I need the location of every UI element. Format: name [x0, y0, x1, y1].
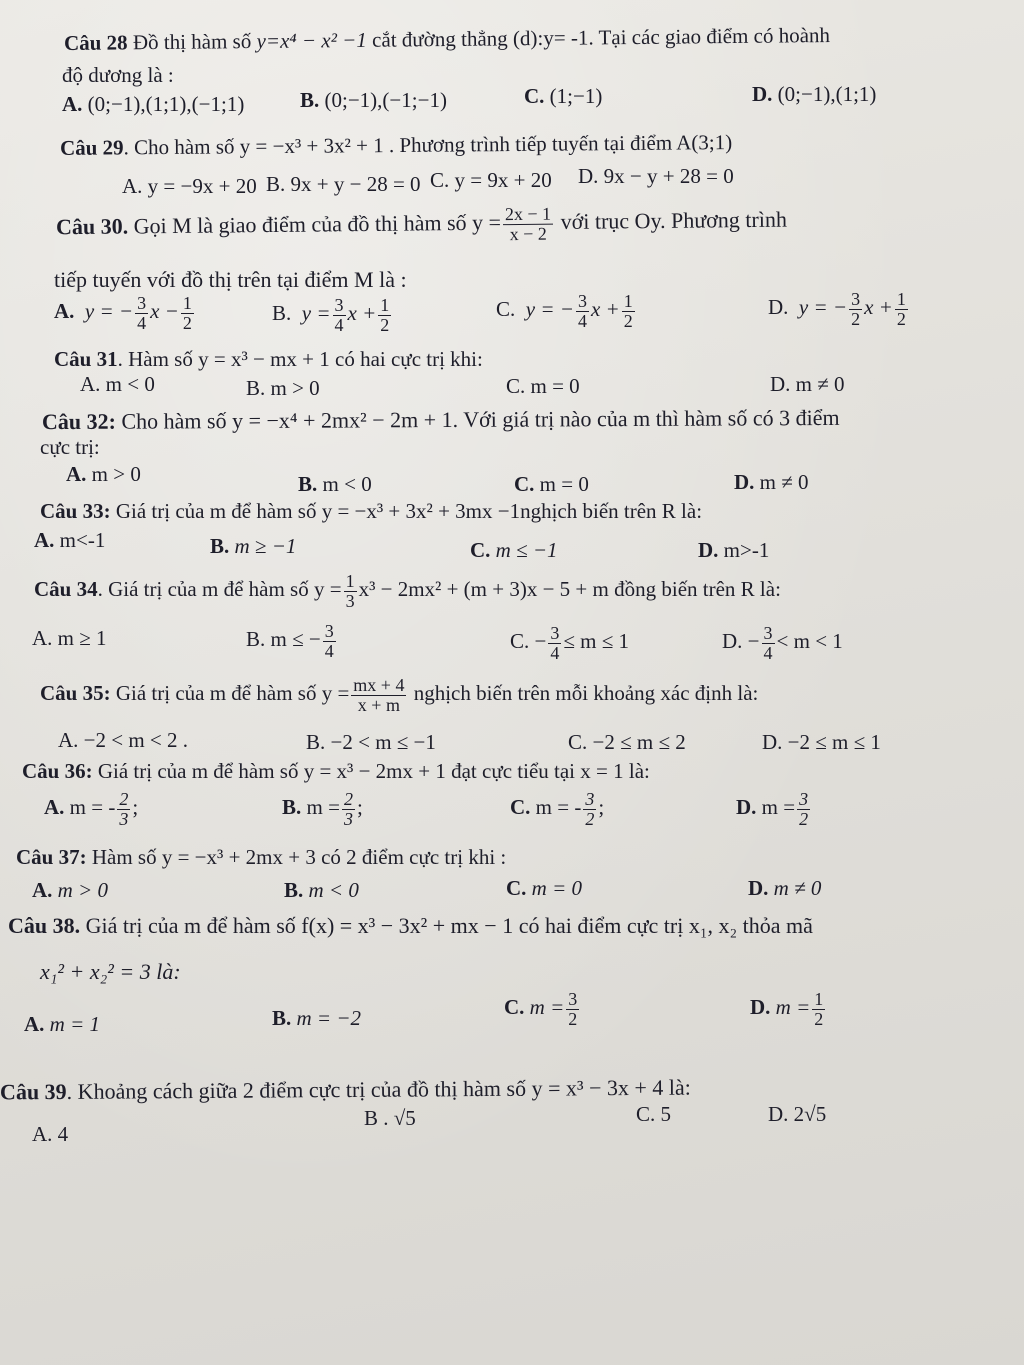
denominator: 2: [585, 808, 595, 829]
question-32-option-a: [66, 462, 141, 487]
question-29: [60, 129, 732, 161]
question-36-option-b: [282, 790, 363, 829]
denominator: 4: [763, 642, 773, 663]
denominator: 4: [137, 312, 147, 333]
option-d-text: m ≠ 0: [754, 470, 809, 494]
option-d-text: m ≠ 0: [768, 876, 822, 900]
question-39-option-c: C. 5: [636, 1102, 672, 1126]
option-a-label: A.: [44, 795, 65, 820]
question-38-label: Câu 38.: [8, 913, 81, 938]
question-32-line-2: cực trị:: [40, 435, 100, 459]
option-d-text: (0;−1),(1;1): [777, 82, 877, 106]
question-29-option-d: D. 9x − y + 28 = 0: [578, 164, 734, 188]
question-33-option-b: [210, 534, 296, 559]
option-c-text: m = 0: [526, 876, 583, 900]
option-c-prefix: m =: [524, 995, 565, 1020]
question-33-option-a: [34, 528, 105, 553]
question-32-text: Cho hàm số y = −x⁴ + 2mx² − 2m + 1. Với giá trị nào của m thì hàm số có 3 điểm: [115, 404, 840, 434]
denominator: 4: [334, 314, 344, 335]
option-c-label: C.: [514, 472, 535, 496]
numerator: 3: [334, 295, 344, 315]
option-d-label: D.: [698, 538, 719, 562]
numerator: 2: [119, 789, 129, 809]
question-31: [54, 346, 483, 372]
option-c-label: C.: [496, 297, 516, 322]
denominator: 2: [896, 308, 906, 329]
option-c-prefix: C. −: [510, 629, 547, 654]
numerator: 3: [585, 789, 595, 809]
denominator: 2: [799, 808, 809, 829]
option-b-prefix: m =: [301, 795, 340, 820]
denominator: 2: [568, 1008, 578, 1029]
option-d-text: m>-1: [718, 538, 770, 562]
numerator: 3: [577, 291, 587, 311]
question-34-option-d: [722, 624, 843, 663]
option-a-text: (0;−1),(1;1),(−1;1): [87, 92, 245, 116]
question-37: [16, 844, 506, 870]
question-39-option-d: D. 2√5: [768, 1102, 827, 1126]
option-c-text: m ≤ −1: [490, 538, 558, 562]
denominator: 4: [577, 310, 587, 331]
question-36-label: Câu 36:: [22, 759, 93, 783]
numerator: mx + 4: [353, 675, 405, 695]
option-d-frac: [812, 990, 825, 1029]
option-a-label: A.: [32, 878, 53, 902]
question-31-option-a: A. m < 0: [80, 372, 155, 396]
option-b-label: B.: [272, 1006, 292, 1030]
option-d-label: D.: [768, 295, 789, 320]
question-31-label: Câu 31: [54, 347, 118, 371]
numerator: 3: [550, 623, 560, 643]
question-33-text: Giá trị của m để hàm số y = −x³ + 3x² + 3mx −1nghịch biến trên R là:: [110, 499, 703, 523]
option-d-label: D.: [736, 795, 757, 820]
question-34-text-2: x³ − 2mx² + (m + 3)x − 5 + m đồng biến trên R là:: [358, 577, 781, 602]
question-34-option-c: [510, 624, 629, 663]
question-39: [0, 1074, 691, 1106]
option-b-text: m < 0: [303, 878, 359, 902]
question-37-option-a: [32, 878, 108, 903]
question-35-option-b: B. −2 < m ≤ −1: [306, 730, 436, 754]
question-30: [56, 202, 787, 248]
question-38-line-2: x₁² + x₂² = 3 là:: [40, 959, 181, 984]
option-d-prefix: m =: [770, 995, 811, 1020]
question-30-option-c: [496, 292, 637, 331]
fraction-denominator: x − 2: [509, 223, 547, 244]
option-d-frac-2: [895, 290, 908, 329]
option-d-label: D.: [734, 470, 755, 494]
question-29-option-a: A. y = −9x + 20: [122, 174, 257, 198]
option-a-frac-2: [181, 294, 194, 333]
option-a-label: A.: [54, 299, 75, 324]
question-35-text-2: nghịch biến trên mỗi khoảng xác định là:: [408, 681, 759, 706]
question-34-label: Câu 34: [34, 577, 98, 602]
question-36-option-d: [736, 790, 812, 829]
question-39-text: . Khoảng cách giữa 2 điểm cực trị của đồ thị hàm số y = x³ − 3x + 4 là:: [66, 1074, 691, 1104]
option-b-label: B.: [272, 301, 292, 326]
question-30-option-a: [54, 294, 196, 333]
denominator: 2: [182, 312, 192, 333]
question-29-text: . Cho hàm số y = −x³ + 3x² + 1 . Phương trình tiếp tuyến tại điểm A(3;1): [123, 130, 733, 160]
option-a-label: A.: [34, 528, 55, 552]
option-b-prefix: B. m ≤ −: [246, 627, 321, 652]
question-38-option-b: [272, 1006, 361, 1031]
option-c-prefix: m = -: [530, 795, 582, 820]
question-32-option-d: [734, 470, 809, 495]
question-28-text: Đồ thị hàm số: [127, 28, 257, 55]
question-38-text: Giá trị của m để hàm số f(x) = x³ − 3x² + mx − 1 có hai điểm cực trị x₁, x₂ thỏa mã: [80, 913, 813, 938]
question-34-fraction: [344, 572, 357, 611]
denominator: x + m: [357, 694, 400, 715]
option-c-text: (1;−1): [549, 84, 603, 108]
option-d-prefix: D. −: [722, 629, 760, 654]
question-29-label: Câu 29: [59, 135, 124, 160]
question-30-option-b: [272, 296, 393, 335]
option-d-prefix: y = −: [798, 295, 848, 320]
question-28-text-2: cắt đường thẳng (d):y= -1. Tại các giao điểm có hoành: [366, 22, 831, 52]
question-36: [22, 758, 650, 784]
option-c-suffix: ;: [598, 795, 605, 820]
denominator: 3: [343, 808, 353, 829]
option-b-mid: x +: [347, 301, 377, 326]
question-34-option-b: [246, 622, 338, 661]
numerator: 3: [851, 289, 861, 309]
question-31-text: . Hàm số y = x³ − mx + 1 có hai cực trị khi:: [117, 347, 483, 371]
question-31-option-c: C. m = 0: [506, 374, 580, 398]
option-c-frac: [583, 790, 596, 829]
numerator: 1: [182, 293, 192, 313]
option-a-frac-1: [135, 294, 148, 333]
option-b-text: m < 0: [317, 472, 372, 496]
question-33-option-c: [470, 538, 558, 563]
numerator: 3: [763, 623, 773, 643]
question-30-fraction: [503, 205, 554, 244]
option-d-frac-1: [849, 290, 862, 329]
option-c-frac: [566, 990, 579, 1029]
question-29-option-b: B. 9x + y − 28 = 0: [266, 172, 421, 196]
option-d-prefix: m =: [756, 795, 796, 820]
question-33-label: Câu 33:: [40, 499, 111, 523]
option-c-prefix: y = −: [525, 297, 574, 322]
question-35-fraction: [351, 676, 406, 715]
option-c-suffix: ≤ m ≤ 1: [563, 629, 629, 654]
question-33-option-d: [698, 538, 769, 563]
option-a-suffix: ;: [132, 795, 139, 820]
option-b-text: (0;−1),(−1;−1): [324, 88, 447, 112]
option-a-frac: [117, 790, 130, 829]
question-39-label: Câu 39: [0, 1078, 67, 1105]
option-a-label: A.: [24, 1012, 45, 1036]
option-c-label: C.: [470, 538, 491, 562]
option-a-prefix: m = -: [64, 795, 116, 820]
question-38-option-c: [504, 990, 581, 1029]
question-28-label: Câu 28: [63, 30, 128, 56]
question-28-line-2: độ dương là :: [62, 63, 174, 87]
question-34-option-a: A. m ≥ 1: [32, 626, 107, 650]
option-a-label: A.: [62, 92, 83, 116]
question-37-option-c: [506, 876, 582, 901]
question-30-label: Câu 30.: [55, 213, 129, 240]
option-a-prefix: y = −: [84, 299, 134, 324]
option-c-frac-2: [622, 292, 635, 331]
option-b-label: B.: [298, 472, 318, 496]
denominator: 3: [345, 590, 355, 611]
option-d-mid: x +: [864, 295, 893, 320]
option-a-text: m > 0: [52, 878, 109, 902]
numerator: 1: [814, 989, 824, 1009]
question-39-option-a: A. 4: [32, 1122, 69, 1146]
option-b-frac-2: [378, 296, 391, 335]
denominator: 4: [550, 642, 560, 663]
option-b-label: B.: [300, 88, 320, 112]
numerator: 1: [623, 291, 633, 311]
numerator: 2: [343, 789, 353, 809]
question-33: [40, 498, 702, 524]
option-b-text: m = −2: [291, 1006, 362, 1030]
option-b-prefix: y =: [301, 301, 331, 326]
question-28-option-c: [524, 84, 602, 109]
question-28-option-a: [62, 92, 244, 117]
option-b-frac-1: [333, 296, 346, 335]
denominator: 2: [851, 308, 861, 329]
question-37-option-b: [284, 878, 359, 903]
option-c-label: C.: [506, 876, 527, 900]
question-32-option-b: [298, 472, 372, 497]
numerator: 1: [380, 295, 390, 315]
denominator: 2: [814, 1008, 824, 1029]
numerator: 3: [799, 789, 809, 809]
denominator: 2: [623, 310, 633, 331]
option-c-label: C.: [510, 795, 531, 820]
question-35-label: Câu 35:: [40, 681, 111, 706]
denominator: 3: [119, 808, 129, 829]
question-28-option-d: [752, 82, 876, 107]
question-30-text: Gọi M là giao điểm của đồ thị hàm số y =: [127, 209, 502, 239]
denominator: 2: [380, 314, 390, 335]
question-35: [40, 676, 758, 715]
option-a-label: A.: [66, 462, 87, 486]
option-d-label: D.: [750, 995, 771, 1020]
option-b-frac: [323, 622, 336, 661]
numerator: 3: [568, 989, 578, 1009]
question-31-option-b: B. m > 0: [246, 376, 320, 400]
option-d-label: D.: [752, 82, 773, 106]
question-29-option-c: C. y = 9x + 20: [430, 168, 552, 192]
question-37-label: Câu 37:: [16, 845, 87, 869]
question-30-text-2: với trục Oy. Phương trình: [555, 206, 788, 235]
question-35-option-c: C. −2 ≤ m ≤ 2: [568, 730, 686, 754]
option-a-text: m<-1: [54, 528, 106, 552]
question-39-option-b: B . √5: [364, 1106, 416, 1130]
option-a-text: m = 1: [44, 1012, 101, 1036]
question-30-line-2: tiếp tuyến với đồ thị trên tại điểm M là :: [54, 267, 407, 292]
numerator: 1: [345, 571, 355, 591]
option-d-frac: [762, 624, 775, 663]
question-38: [8, 912, 813, 940]
option-a-text: m > 0: [86, 462, 141, 486]
question-32-option-c: [514, 472, 589, 497]
option-d-frac: [797, 790, 810, 829]
question-36-option-a: [44, 790, 138, 829]
question-35-option-a: A. −2 < m < 2 .: [58, 728, 189, 752]
question-28-formula: y=x⁴ − x² −1: [256, 27, 367, 53]
question-36-text: Giá trị của m để hàm số y = x³ − 2mx + 1 đạt cực tiểu tại x = 1 là:: [92, 759, 650, 783]
option-c-frac: [548, 624, 561, 663]
numerator: 1: [896, 289, 906, 309]
option-d-label: D.: [748, 876, 769, 900]
option-c-label: C.: [504, 995, 525, 1020]
question-37-option-d: [748, 876, 821, 901]
question-32: [42, 404, 840, 436]
denominator: 4: [324, 640, 334, 661]
fraction-numerator: 2x − 1: [503, 205, 553, 225]
question-35-text: Giá trị của m để hàm số y =: [110, 681, 350, 706]
option-c-text: m = 0: [534, 472, 589, 496]
option-b-label: B.: [282, 795, 302, 820]
question-31-option-d: D. m ≠ 0: [770, 372, 845, 396]
question-28-option-b: [300, 88, 447, 113]
question-38-option-a: [24, 1012, 100, 1037]
question-37-text: Hàm số y = −x³ + 2mx + 3 có 2 điểm cực trị khi :: [86, 845, 507, 869]
option-c-mid: x +: [590, 297, 620, 322]
question-38-option-d: [750, 990, 827, 1029]
option-c-frac-1: [576, 292, 589, 331]
question-34: [34, 572, 781, 611]
option-a-mid: x −: [150, 299, 179, 324]
option-b-label: B.: [210, 534, 230, 558]
numerator: 3: [137, 293, 147, 313]
question-34-text: . Giá trị của m để hàm số y =: [97, 577, 342, 602]
option-b-label: B.: [284, 878, 304, 902]
option-b-frac: [342, 790, 355, 829]
option-c-label: C.: [524, 84, 545, 108]
question-30-option-d: [768, 290, 910, 329]
question-36-option-c: [510, 790, 604, 829]
question-28: [64, 22, 830, 56]
option-b-text: m ≥ −1: [229, 534, 297, 558]
question-35-option-d: D. −2 ≤ m ≤ 1: [762, 730, 881, 754]
question-32-label: Câu 32:: [41, 408, 117, 435]
option-b-suffix: ;: [356, 795, 363, 820]
option-d-suffix: < m < 1: [776, 629, 843, 654]
numerator: 3: [324, 621, 334, 641]
